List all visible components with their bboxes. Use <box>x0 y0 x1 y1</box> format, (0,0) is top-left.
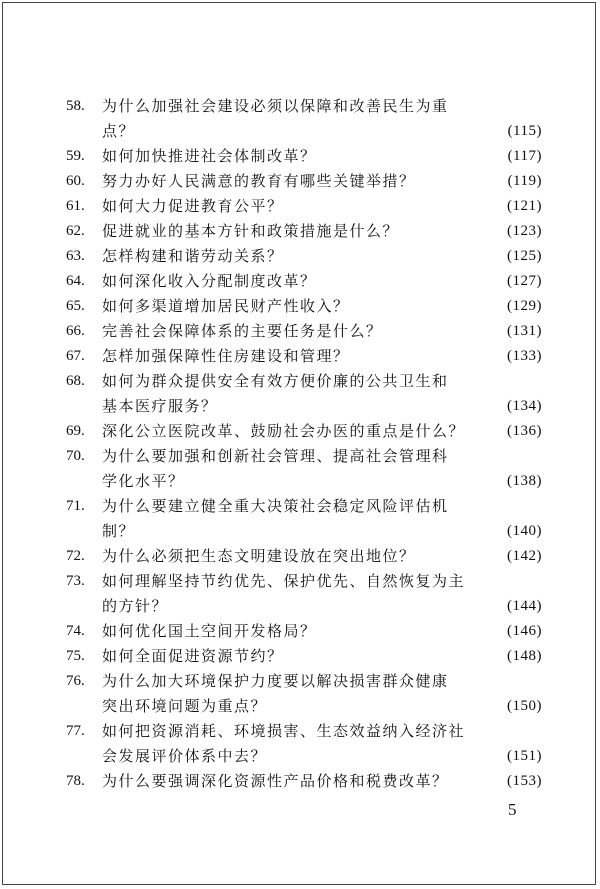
page-number: 5 <box>508 800 517 819</box>
toc-entry-page: (148) <box>507 648 542 664</box>
toc-entry-page: (140) <box>507 523 542 539</box>
toc-entry-line <box>66 394 542 419</box>
toc-entry-number: 68. <box>66 373 85 389</box>
toc-entry[interactable] <box>66 644 542 669</box>
toc-entry-line <box>66 169 542 194</box>
toc-entry-page: (151) <box>507 748 542 764</box>
toc-entry[interactable] <box>66 669 542 719</box>
toc-entry-title: 学化水平？ <box>102 472 185 490</box>
toc-entry-line <box>66 644 542 669</box>
toc-entry-title: 点？ <box>102 122 136 140</box>
toc-entry[interactable] <box>66 269 542 294</box>
toc-entry-title: 怎样加强保障性住房建设和管理？ <box>102 347 350 365</box>
toc-entry-number: 69. <box>66 423 85 439</box>
dot-leader <box>281 694 482 719</box>
toc-entry-number: 65. <box>66 298 85 314</box>
toc-entry-line <box>66 744 542 769</box>
toc-entry-number: 66. <box>66 323 85 339</box>
toc-entry-page: (129) <box>507 298 542 314</box>
toc-entry-line <box>66 369 542 394</box>
toc-entry-line <box>66 494 542 519</box>
toc-entry[interactable] <box>66 494 542 544</box>
toc-entry-line <box>66 269 542 294</box>
toc-entry-number: 77. <box>66 723 85 739</box>
toc-entry-line <box>66 144 542 169</box>
toc-entry-line <box>66 319 542 344</box>
toc-entry-line <box>66 119 542 144</box>
toc-entry-title: 突出环境问题为重点？ <box>102 697 268 715</box>
toc-entry-line <box>66 194 542 219</box>
toc-entry-number: 78. <box>66 773 85 789</box>
toc-entry-page: (134) <box>507 398 542 414</box>
toc-entry-title: 为什么加强社会建设必须以保障和改善民生为重 <box>102 97 449 115</box>
dot-leader <box>364 294 482 319</box>
toc-entry-number: 75. <box>66 648 85 664</box>
toc-entry-title: 深化公立医院改革、鼓励社会办医的重点是什么？ <box>102 422 466 440</box>
toc-entry-number: 73. <box>66 573 85 589</box>
dot-leader <box>298 194 482 219</box>
toc-entry-number: 72. <box>66 548 85 564</box>
toc-entry[interactable] <box>66 569 542 619</box>
toc-entry-number: 58. <box>66 98 85 114</box>
toc-entry-number: 59. <box>66 148 85 164</box>
dot-leader <box>298 644 482 669</box>
toc-entry-line <box>66 94 542 119</box>
table-of-contents <box>66 94 542 794</box>
toc-entry[interactable] <box>66 244 542 269</box>
dot-leader <box>397 319 482 344</box>
toc-entry[interactable] <box>66 94 542 144</box>
toc-entry-page: (121) <box>507 198 542 214</box>
dot-leader <box>364 344 482 369</box>
toc-entry-page: (117) <box>507 148 542 164</box>
toc-entry-line <box>66 619 542 644</box>
toc-entry-line <box>66 519 542 544</box>
toc-entry[interactable] <box>66 144 542 169</box>
dot-leader <box>232 394 482 419</box>
toc-entry-title: 如何为群众提供安全有效方便价廉的公共卫生和 <box>102 372 449 390</box>
toc-entry-title: 为什么加大环境保护力度要以解决损害群众健康 <box>102 672 449 690</box>
toc-entry[interactable] <box>66 319 542 344</box>
dot-leader <box>149 119 482 144</box>
toc-entry-line <box>66 219 542 244</box>
toc-entry-title: 促进就业的基本方针和政策措施是什么？ <box>102 222 400 240</box>
toc-entry-page: (136) <box>507 423 542 439</box>
toc-entry[interactable] <box>66 294 542 319</box>
toc-entry-number: 70. <box>66 448 85 464</box>
toc-entry-title: 为什么要强调深化资源性产品价格和税费改革？ <box>102 772 449 790</box>
toc-entry-number: 71. <box>66 498 85 514</box>
toc-entry[interactable] <box>66 369 542 419</box>
toc-entry-line <box>66 669 542 694</box>
toc-entry-line <box>66 569 542 594</box>
dot-leader <box>479 419 482 444</box>
dot-leader <box>331 144 482 169</box>
toc-entry[interactable] <box>66 344 542 369</box>
toc-entry-title: 努力办好人民满意的教育有哪些关键举措？ <box>102 172 416 190</box>
toc-entry-title: 为什么要建立健全重大决策社会稳定风险评估机 <box>102 497 449 515</box>
toc-entry-title: 如何大力促进教育公平？ <box>102 197 284 215</box>
toc-entry-title: 如何加快推进社会体制改革？ <box>102 147 317 165</box>
toc-entry-title: 怎样构建和谐劳动关系？ <box>102 247 284 265</box>
dot-leader <box>430 169 482 194</box>
dot-leader <box>331 269 482 294</box>
toc-entry-title: 如何多渠道增加居民财产性收入？ <box>102 297 350 315</box>
toc-entry-page: (146) <box>507 623 542 639</box>
toc-entry[interactable] <box>66 619 542 644</box>
toc-entry-page: (153) <box>507 773 542 789</box>
toc-entry-number: 76. <box>66 673 85 689</box>
toc-entry-line <box>66 594 542 619</box>
toc-entry-line <box>66 294 542 319</box>
toc-entry-title: 为什么必须把生态文明建设放在突出地位？ <box>102 547 416 565</box>
toc-entry-title: 如何把资源消耗、环境损害、生态效益纳入经济社 <box>102 722 466 740</box>
dot-leader <box>298 244 482 269</box>
toc-entry-number: 63. <box>66 248 85 264</box>
toc-entry-number: 62. <box>66 223 85 239</box>
toc-entry[interactable] <box>66 194 542 219</box>
dot-leader <box>430 544 482 569</box>
toc-entry-line <box>66 769 542 794</box>
toc-entry-line <box>66 544 542 569</box>
toc-entry[interactable] <box>66 444 542 494</box>
toc-entry-line <box>66 244 542 269</box>
toc-entry-title: 为什么要加强和创新社会管理、提高社会管理科 <box>102 447 449 465</box>
toc-entry[interactable] <box>66 219 542 244</box>
toc-entry-title: 如何优化国土空间开发格局？ <box>102 622 317 640</box>
dot-leader <box>149 519 482 544</box>
toc-entry-title: 基本医疗服务？ <box>102 397 218 415</box>
toc-entry[interactable] <box>66 544 542 569</box>
toc-entry-title: 如何全面促进资源节约？ <box>102 647 284 665</box>
dot-leader <box>413 219 482 244</box>
toc-entry-number: 74. <box>66 623 85 639</box>
toc-entry[interactable] <box>66 419 542 444</box>
toc-entry[interactable] <box>66 169 542 194</box>
toc-entry-page: (144) <box>507 598 542 614</box>
toc-entry[interactable] <box>66 719 542 769</box>
toc-entry-number: 67. <box>66 348 85 364</box>
toc-entry-line <box>66 719 542 744</box>
toc-entry-line <box>66 694 542 719</box>
toc-entry-page: (142) <box>507 548 542 564</box>
toc-entry-line <box>66 344 542 369</box>
toc-entry-page: (123) <box>507 223 542 239</box>
toc-entry-page: (127) <box>507 273 542 289</box>
toc-entry-title: 完善社会保障体系的主要任务是什么？ <box>102 322 383 340</box>
dot-leader <box>281 744 482 769</box>
toc-entry-page: (133) <box>507 348 542 364</box>
dot-leader <box>331 619 482 644</box>
toc-entry-number: 60. <box>66 173 85 189</box>
toc-entry-title: 如何理解坚持节约优先、保护优先、自然恢复为主 <box>102 572 466 590</box>
toc-entry-page: (115) <box>507 123 542 139</box>
dot-leader <box>199 469 482 494</box>
toc-entry-title: 会发展评价体系中去？ <box>102 747 268 765</box>
toc-entry-number: 61. <box>66 198 85 214</box>
toc-entry-page: (138) <box>507 473 542 489</box>
toc-entry-title: 如何深化收入分配制度改革？ <box>102 272 317 290</box>
toc-entry[interactable] <box>66 769 542 794</box>
toc-entry-page: (119) <box>507 173 542 189</box>
toc-entry-line <box>66 469 542 494</box>
toc-entry-line <box>66 444 542 469</box>
toc-entry-number: 64. <box>66 273 85 289</box>
toc-entry-title: 的方针？ <box>102 597 169 615</box>
dot-leader <box>182 594 482 619</box>
toc-entry-page: (125) <box>507 248 542 264</box>
toc-entry-page: (131) <box>507 323 542 339</box>
dot-leader <box>463 769 482 794</box>
toc-entry-line <box>66 419 542 444</box>
toc-entry-title: 制？ <box>102 522 136 540</box>
toc-entry-page: (150) <box>507 698 542 714</box>
